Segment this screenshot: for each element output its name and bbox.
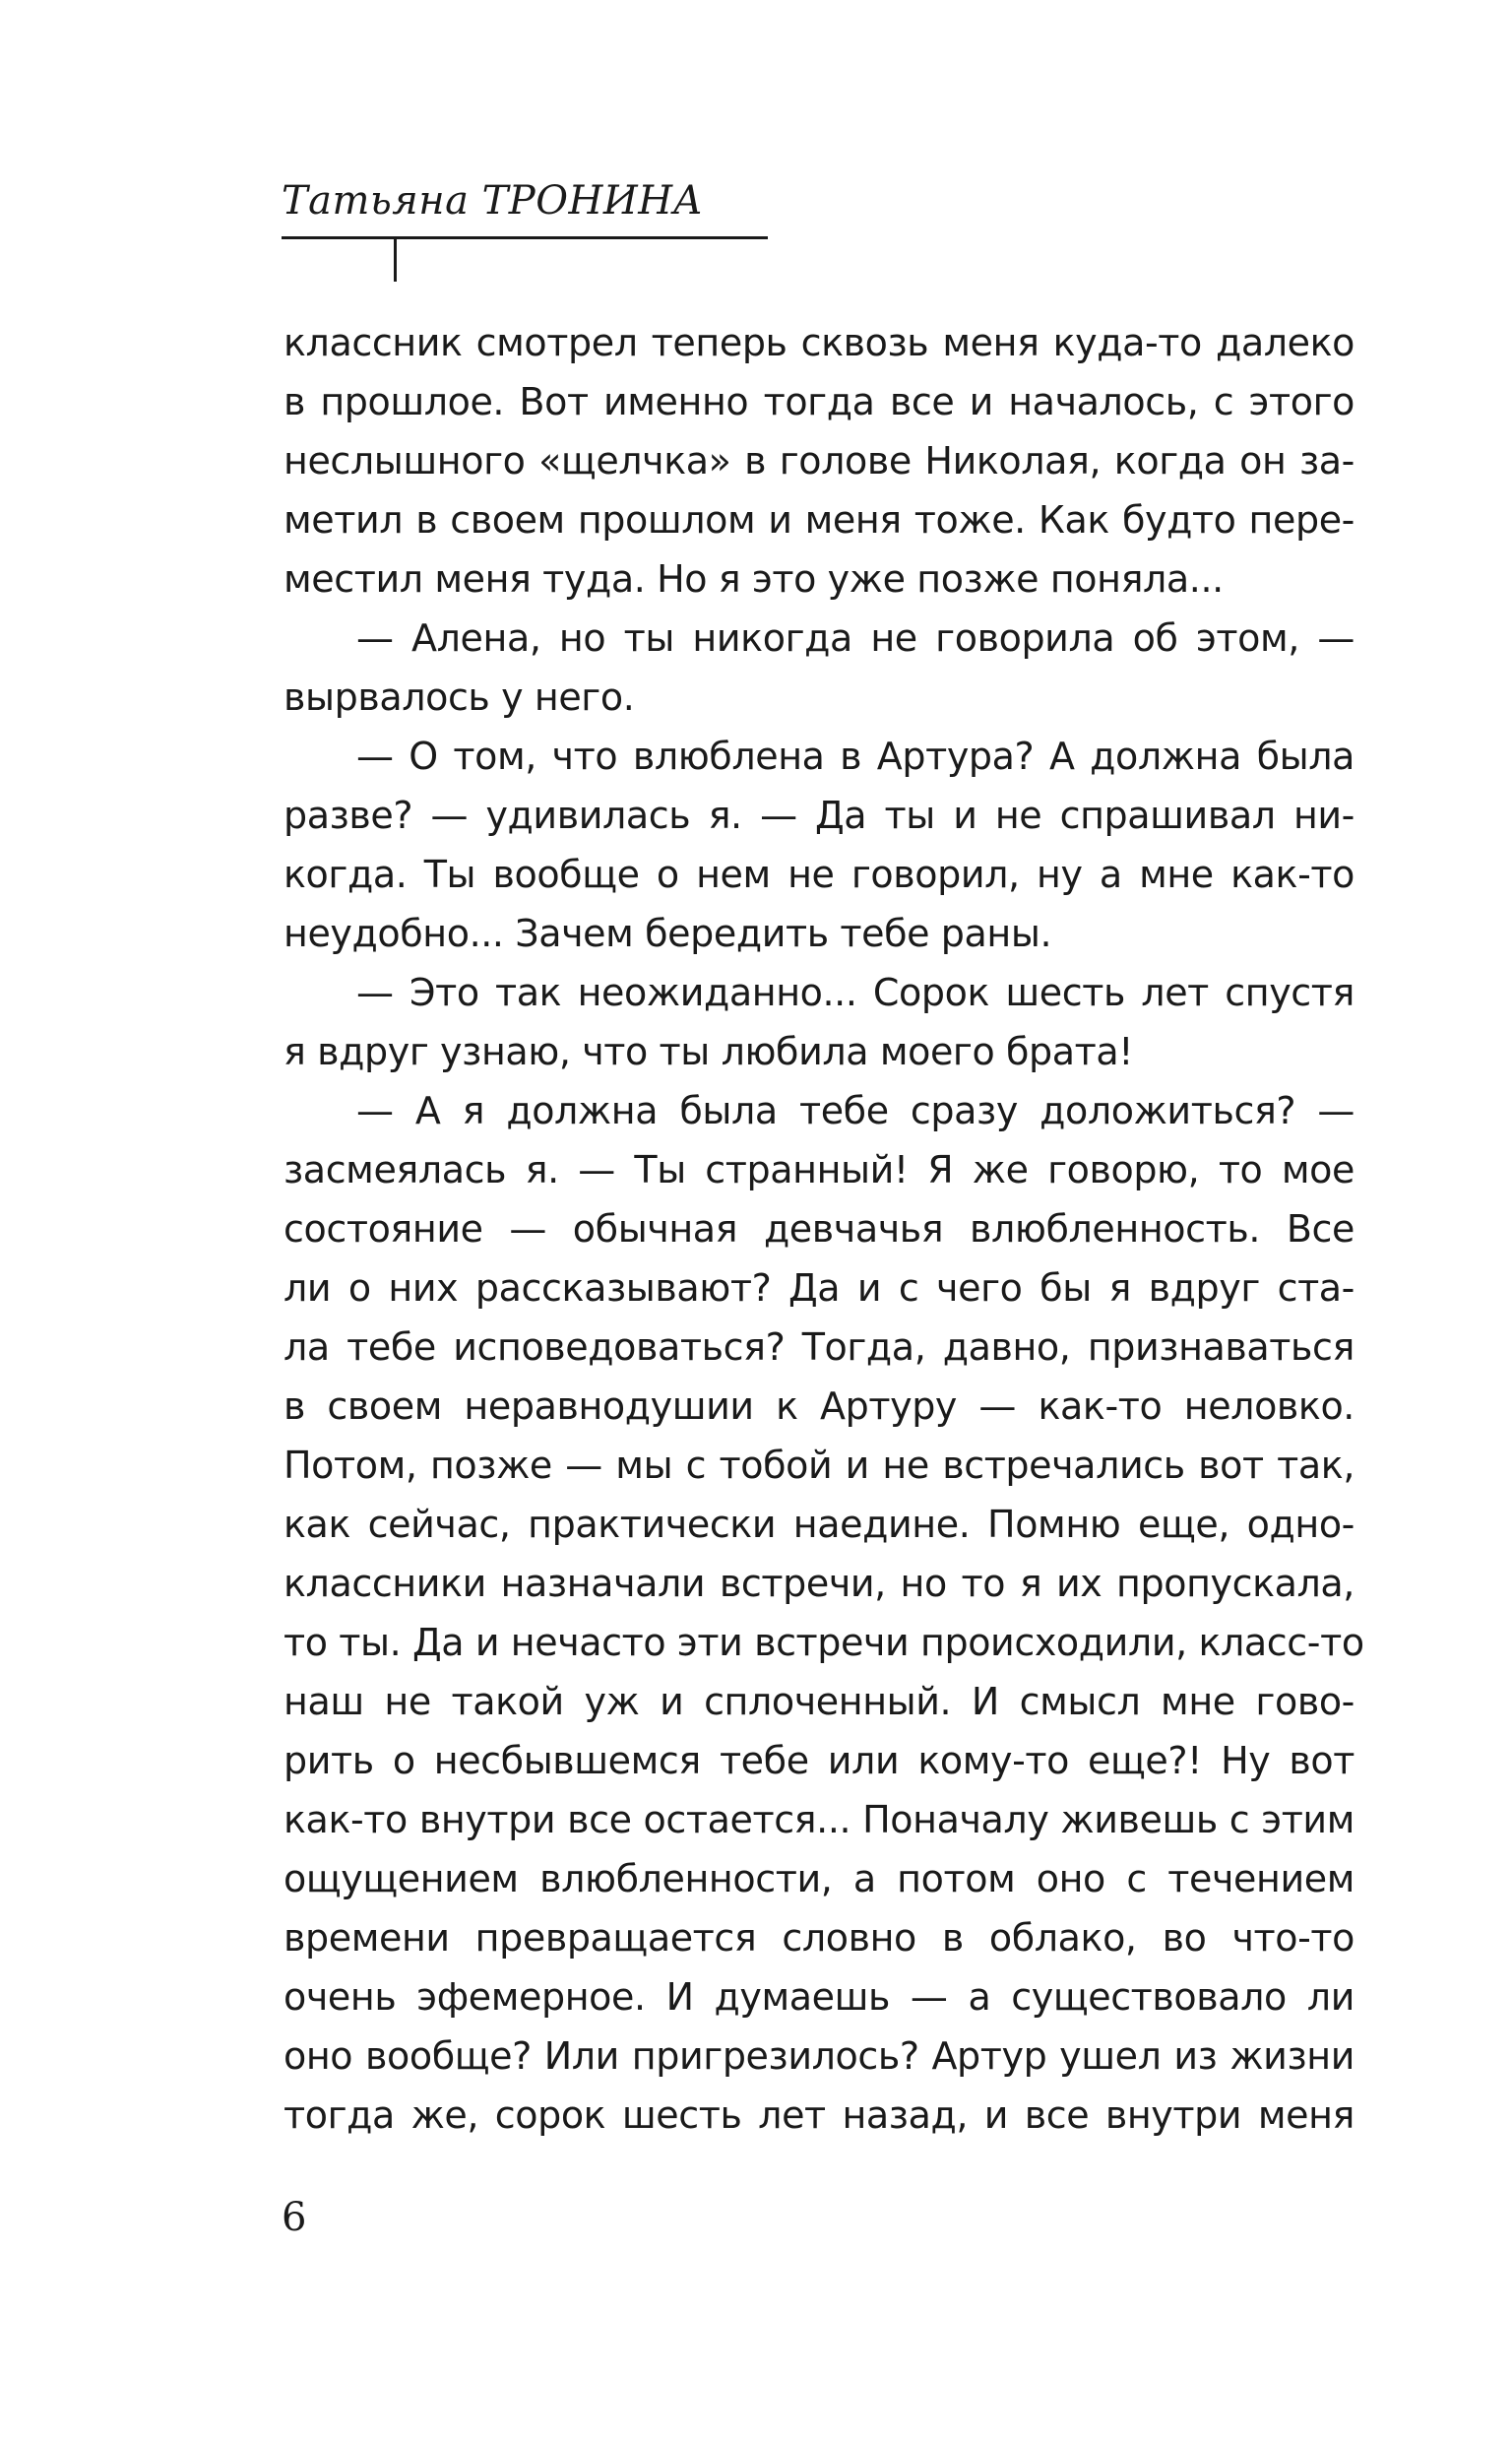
text-line: времени превращается словно в облако, во что-то	[284, 1916, 1354, 1960]
text-line: я вдруг узнаю, что ты любила моего брата!	[284, 1030, 1134, 1073]
text-line: местил меня туда. Но я это уже позже поняла...	[284, 557, 1224, 601]
body-text	[284, 313, 1364, 2145]
text-line: как сейчас, практически наедине. Помню еще, одно-	[284, 1503, 1354, 1546]
text-line: ощущением влюбленности, а потом оно с течением	[284, 1857, 1354, 1900]
text-line: когда. Ты вообще о нем не говорил, ну а мне как-то	[284, 853, 1354, 896]
text-line: наш не такой уж и сплоченный. И смысл мне гово-	[284, 1680, 1354, 1723]
running-head: Татьяна ТРОНИНА	[282, 178, 704, 224]
text-line: — Алена, но ты никогда не говорила об этом, —	[356, 616, 1354, 660]
text-line: классник смотрел теперь сквозь меня куда-то далеко	[284, 321, 1354, 364]
text-line: то ты. Да и нечасто эти встречи происходили, класс-то	[284, 1621, 1364, 1664]
text-line: в прошлое. Вот именно тогда все и началось, с этого	[284, 380, 1354, 423]
text-line: ла тебе исповедоваться? Тогда, давно, признаваться	[284, 1325, 1354, 1369]
running-head-rule	[282, 236, 768, 239]
text-line: очень эфемерное. И думаешь — а существовало ли	[284, 1975, 1354, 2019]
text-line: — Это так неожиданно... Сорок шесть лет спустя	[356, 971, 1354, 1014]
text-line: классники назначали встречи, но то я их пропускала,	[284, 1562, 1354, 1605]
text-line: состояние — обычная девчачья влюбленность. Все	[284, 1207, 1354, 1251]
text-line: неслышного «щелчка» в голове Николая, когда он за-	[284, 439, 1354, 482]
text-line: ли о них рассказывают? Да и с чего бы я вдруг ста-	[284, 1266, 1354, 1310]
text-line: тогда же, сорок шесть лет назад, и все внутри меня	[284, 2093, 1354, 2137]
text-line: как-то внутри все остается... Поначалу живешь с этим	[284, 1798, 1354, 1841]
text-line: разве? — удивилась я. — Да ты и не спрашивал ни-	[284, 794, 1354, 837]
text-line: неудобно... Зачем бередить тебе раны.	[284, 912, 1052, 955]
running-head-tick	[394, 238, 397, 282]
text-line: Потом, позже — мы с тобой и не встречались вот так,	[284, 1444, 1354, 1487]
text-line: засмеялась я. — Ты странный! Я же говорю, то мое	[284, 1148, 1354, 1191]
page-number: 6	[282, 2195, 307, 2240]
text-line: оно вообще? Или пригрезилось? Артур ушел из жизни	[284, 2034, 1354, 2078]
text-line: вырвалось у него.	[284, 675, 635, 719]
text-line: метил в своем прошлом и меня тоже. Как будто пере-	[284, 498, 1354, 542]
text-line: в своем неравнодушии к Артуру — как-то неловко.	[284, 1384, 1354, 1428]
text-line: рить о несбывшемся тебе или кому-то еще?! Ну вот	[284, 1739, 1354, 1782]
text-line: — О том, что влюблена в Артура? А должна была	[356, 735, 1354, 778]
text-line: — А я должна была тебе сразу доложиться? —	[356, 1089, 1354, 1132]
